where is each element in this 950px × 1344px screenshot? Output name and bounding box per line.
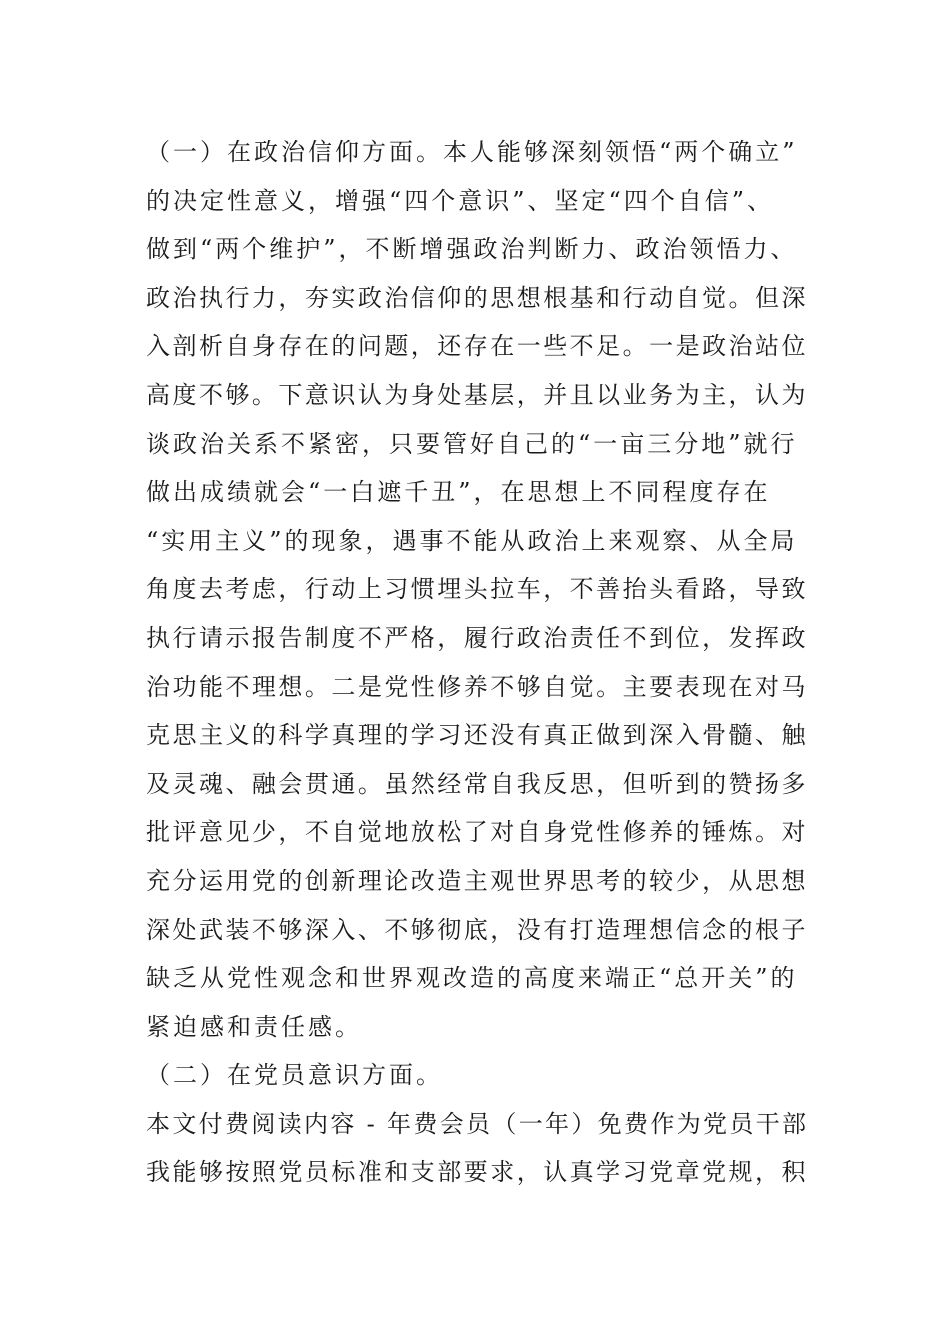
paywall-notice: 本文付费阅读内容 - 年费会员（一年）免费作为党员干部 <box>146 1109 809 1138</box>
text-line: 执行请示报告制度不严格，履行政治责任不到位，发挥政 <box>146 623 808 652</box>
text-line: （一）在政治信仰方面。本人能够深刻领悟“两个确立” <box>146 138 798 166</box>
text-line: 紧迫感和责任感。 <box>146 1012 362 1041</box>
text-line: 克思主义的科学真理的学习还没有真正做到深入骨髓、触 <box>146 721 808 750</box>
text-line: 及灵魂、融会贯通。虽然经常自我反思，但听到的赞扬多 <box>146 769 808 798</box>
text-line: “实用主义”的现象，遇事不能从政治上来观察、从全局 <box>146 526 798 555</box>
text-line: 谈政治关系不紧密，只要管好自己的“一亩三分地”就行 <box>146 429 798 458</box>
text-line: 角度去考虑，行动上习惯埋头拉车，不善抬头看路，导致 <box>146 575 808 604</box>
text-line: 高度不够。下意识认为身处基层，并且以业务为主，认为 <box>146 380 808 409</box>
text-line: 我能够按照党员标准和支部要求，认真学习党章党规，积 <box>146 1158 808 1187</box>
text-line: 缺乏从党性观念和世界观改造的高度来端正“总开关”的 <box>146 964 798 993</box>
section-heading: （二）在党员意识方面。 <box>146 1061 443 1090</box>
document-body <box>146 128 808 1197</box>
text-line: 政治执行力，夯实政治信仰的思想根基和行动自觉。但深 <box>146 283 808 312</box>
text-line: 充分运用党的创新理论改造主观世界思考的较少，从思想 <box>146 866 808 895</box>
text-line: 治功能不理想。二是党性修养不够自觉。主要表现在对马 <box>146 672 808 701</box>
text-line: 做到“两个维护”，不断增强政治判断力、政治领悟力、 <box>146 235 798 264</box>
text-line: 批评意见少，不自觉地放松了对自身党性修养的锤炼。对 <box>146 818 808 847</box>
text-line: 深处武装不够深入、不够彻底，没有打造理想信念的根子 <box>146 915 808 944</box>
text-line: 入剖析自身存在的问题，还存在一些不足。一是政治站位 <box>146 332 808 361</box>
text-line: 做出成绩就会“一白遮千丑”，在思想上不同程度存在 <box>146 478 771 507</box>
text-line: 的决定性意义，增强“四个意识”、坚定“四个自信”、 <box>146 186 775 215</box>
